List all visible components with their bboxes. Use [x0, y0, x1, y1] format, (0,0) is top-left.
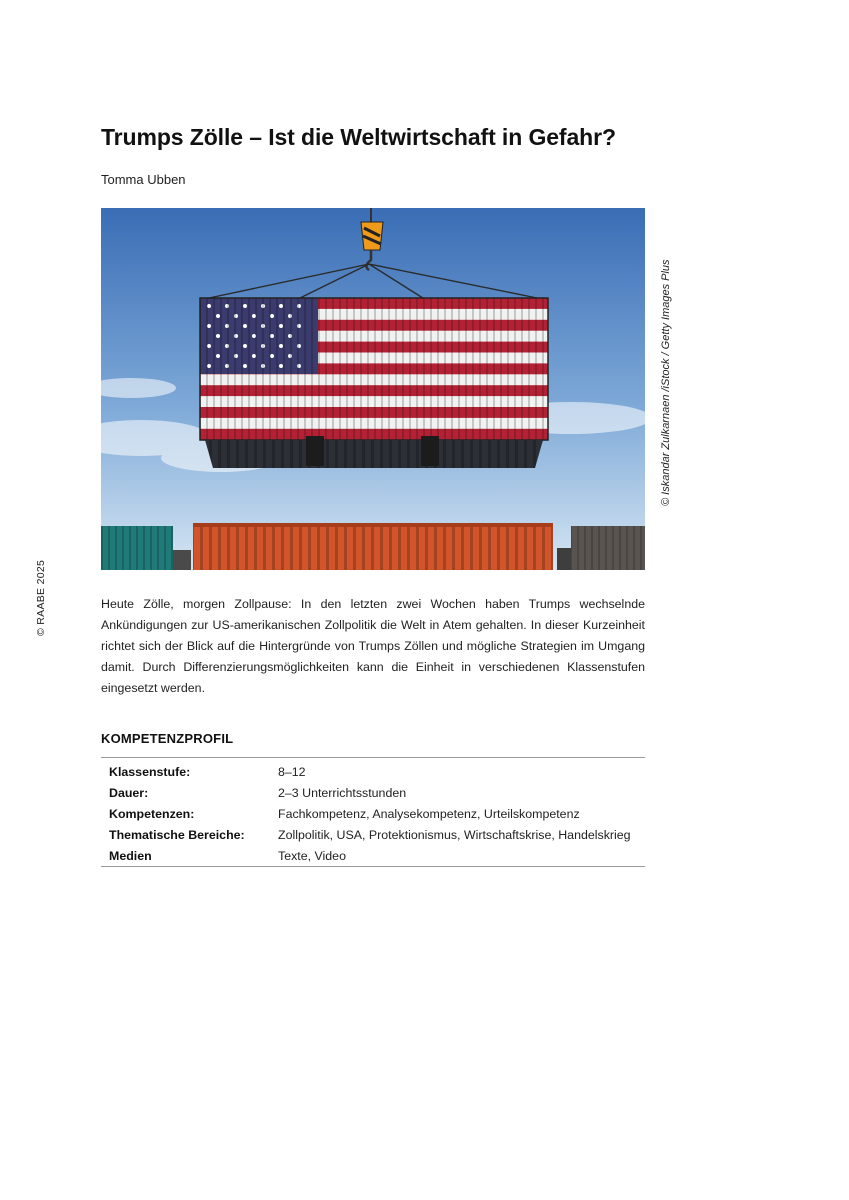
- flag-container: [200, 298, 548, 468]
- author-name: Tomma Ubben: [101, 172, 186, 187]
- hero-image: [101, 208, 645, 570]
- table-row: [101, 782, 645, 803]
- table-row: [101, 758, 645, 783]
- row-value: Texte, Video: [278, 848, 346, 863]
- table-row: [101, 803, 645, 824]
- table-row: [101, 845, 645, 867]
- row-label: Medien: [109, 848, 152, 863]
- row-value: 8–12: [278, 764, 306, 779]
- competence-profile-heading: KOMPETENZPROFIL: [101, 731, 234, 746]
- row-label: Dauer:: [109, 785, 149, 800]
- row-value: 2–3 Unterrichtsstunden: [278, 785, 407, 800]
- row-label: Klassenstufe:: [109, 764, 191, 779]
- row-value: Fachkompetenz, Analysekompetenz, Urteilskompetenz: [278, 806, 580, 821]
- competence-profile-table: [101, 757, 645, 867]
- row-value: Zollpolitik, USA, Protektionismus, Wirtschaftskrise, Handelskrieg: [278, 827, 631, 842]
- row-label: Kompetenzen:: [109, 806, 195, 821]
- page-title: Trumps Zölle – Ist die Weltwirtschaft in Gefahr?: [101, 124, 616, 150]
- intro-paragraph: Heute Zölle, morgen Zollpause: In den letzten zwei Wochen haben Trumps wechselnde Ankündigungen zur US-amerikanischen Zollpolitik die Welt in Atem gehalten. In dieser Kurzeinheit richtet sich der Blick auf die Hintergründe von Trumps Zöllen und mögliche Strategien im Umgang damit. Durch Differenzierungsmöglichkeiten kann die Einheit in verschiedenen Klassenstufen eingesetzt werden.: [101, 597, 645, 695]
- row-label: Thematische Bereiche:: [109, 827, 245, 842]
- image-credit: © Iskandar Zulkarnaen /iStock / Getty Images Plus: [660, 259, 672, 506]
- side-copyright: © RAABE 2025: [35, 559, 47, 636]
- table-row: [101, 824, 645, 845]
